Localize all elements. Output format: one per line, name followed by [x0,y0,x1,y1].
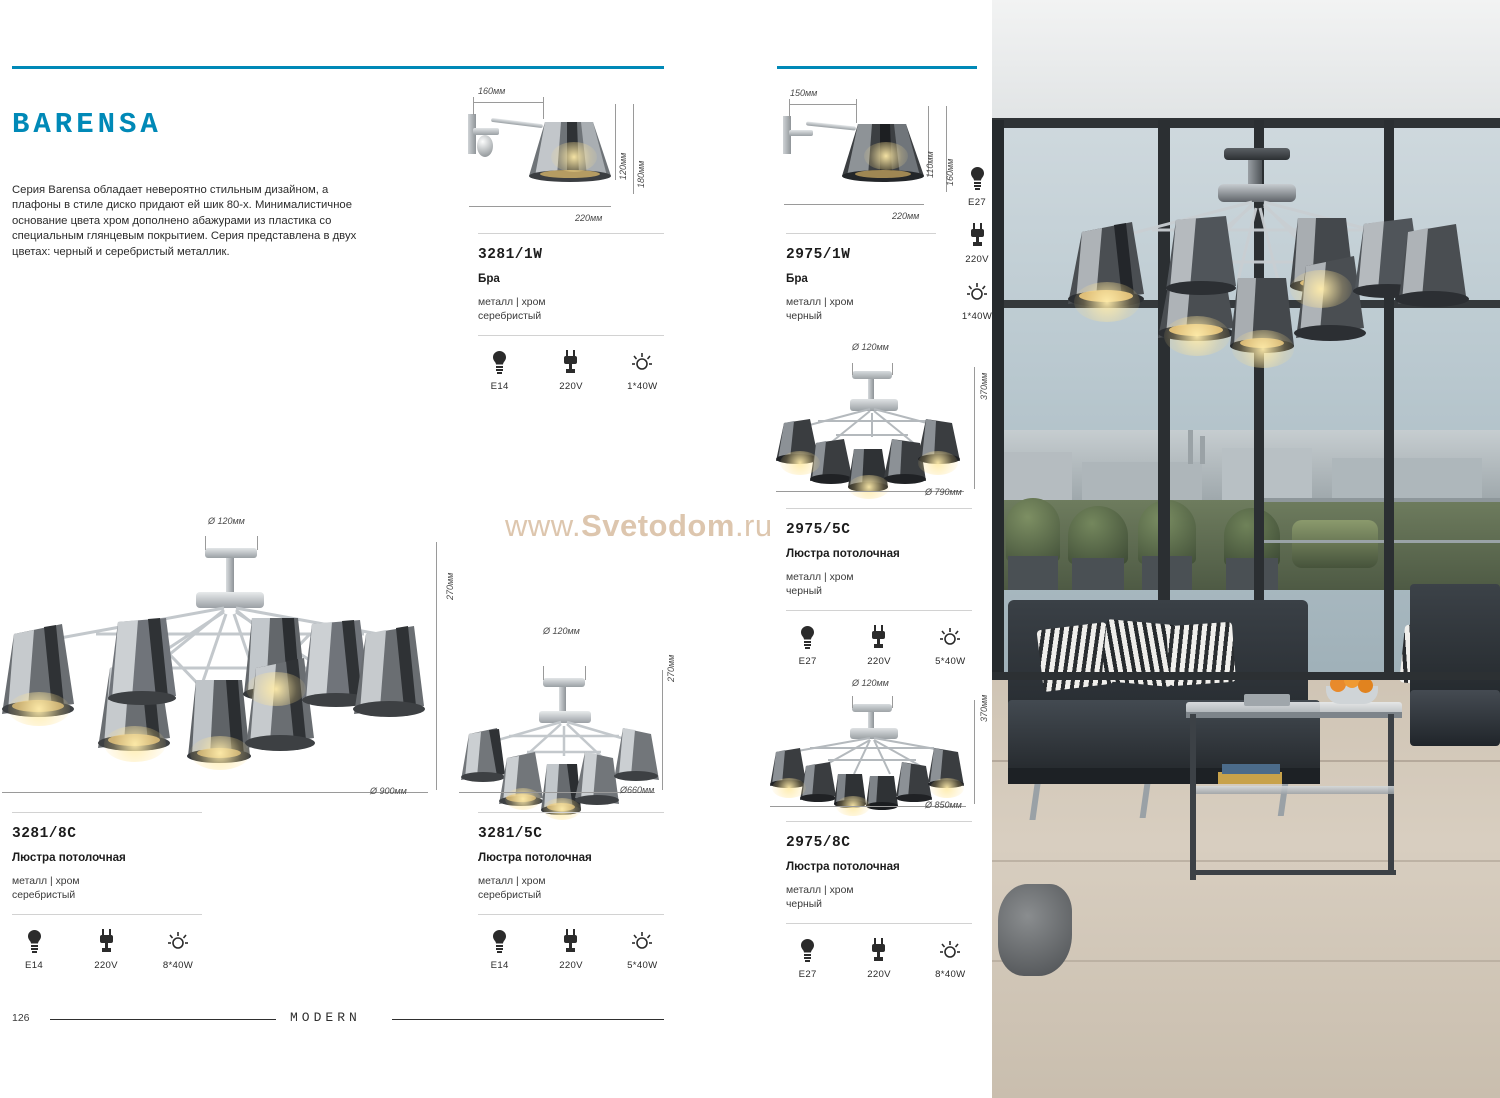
interior-photo [992,0,1500,1098]
divider [478,812,664,813]
spec-text: 220V [94,960,118,972]
product-code: 3281/1W [478,247,543,263]
divider [786,233,936,234]
dim-2975-5c-height: 370мм [979,372,989,400]
product-material [478,875,664,902]
divider [12,812,202,813]
product-material [786,296,936,323]
spec-text: E14 [490,381,509,393]
divider [12,914,202,915]
product-drawing-2975-8c [766,690,982,808]
watermark-suffix: .ru [734,508,773,543]
product-code: 2975/1W [786,247,851,263]
material-line-2: черный [786,585,822,597]
spec-row [786,624,972,667]
footer-rule-right [392,1019,664,1020]
material-line-2: черный [786,310,822,322]
spec-text: 220V [559,960,583,972]
material-line-1: металл | хром [786,297,854,308]
spec-row [478,349,664,392]
dim-3281-1w-depth: 220мм [575,213,603,223]
dim-2975-1w-height2: 160мм [945,158,955,186]
divider [478,335,664,336]
spec-row [786,937,972,980]
spec-socket [786,624,829,667]
dim-3281-8c-height: 270мм [445,572,455,600]
spec-text: 220V [965,254,989,265]
product-type: Люстра потолочная [478,851,592,864]
product-type: Бра [478,272,500,285]
divider [478,914,664,915]
spec-text: 8*40W [162,960,194,972]
spec-socket [786,937,829,980]
product-drawing-3281-1w [455,88,655,213]
product-material [478,296,664,323]
product-drawing-2975-5c [766,355,982,495]
lumen-icon [929,937,972,963]
spec-socket [478,928,521,971]
accent-rule-left [12,66,664,69]
plug-icon [84,928,128,954]
material-line-2: серебристый [478,889,542,901]
product-type: Люстра потолочная [786,547,900,560]
spec-text: E14 [490,960,509,972]
spec-text: 1*40W [627,381,658,393]
material-line-2: серебристый [12,889,76,901]
bulb-icon [786,937,829,963]
material-line-2: черный [786,898,822,910]
spec-socket [478,349,521,392]
divider [786,610,972,611]
product-code: 2975/8C [786,835,851,851]
page-title: BARENSA [12,108,162,141]
product-drawing-3281-5c [455,640,675,800]
product-drawing-3281-8c [0,530,450,800]
product-material [786,571,972,598]
material-line-2: серебристый [478,310,542,322]
product-type: Люстра потолочная [786,860,900,873]
plug-icon [857,624,900,650]
material-line-1: металл | хром [478,297,546,308]
product-code: 2975/5C [786,522,851,538]
lumen-icon [929,624,972,650]
footer-label: MODERN [290,1010,361,1025]
divider [786,508,972,509]
divider [786,821,972,822]
accent-rule-right [777,66,977,69]
spec-power [621,928,664,971]
divider [478,233,664,234]
dim-2975-8c-canopy: Ø 120мм [852,678,889,688]
dim-3281-5c-diameter: Ø660мм [620,785,655,795]
spec-text: 8*40W [935,969,966,981]
product-material [12,875,202,902]
spec-text: E27 [798,656,817,668]
spec-voltage [84,928,128,971]
material-line-1: металл | хром [12,876,80,887]
product-code: 3281/5C [478,826,543,842]
product-card-3281-1w [478,233,664,392]
spec-power [929,624,972,667]
product-drawing-2975-1w [770,88,970,213]
product-type: Бра [786,272,808,285]
spec-row [12,928,202,971]
dim-2975-1w-height1: 110мм [925,151,935,178]
spec-text: 5*40W [935,656,966,668]
product-card-3281-5c [478,812,664,971]
product-card-2975-8c [786,821,972,980]
dim-3281-5c-canopy: Ø 120мм [543,626,580,636]
spec-text: 5*40W [627,960,658,972]
product-material [786,884,972,911]
footer-rule-left [50,1019,276,1020]
dim-3281-5c-height: 270мм [666,654,676,682]
spec-voltage [857,937,900,980]
material-line-1: металл | хром [478,876,546,887]
spec-text: E27 [968,197,986,208]
spec-voltage [857,624,900,667]
watermark [505,508,773,544]
product-card-3281-8c [12,812,202,971]
dim-2975-5c-diameter: Ø 790мм [925,487,962,497]
spec-row [478,928,664,971]
divider [786,923,972,924]
spec-text: 220V [867,656,891,668]
spec-text: E27 [798,969,817,981]
lumen-icon [156,928,200,954]
dim-3281-1w-width: 160мм [478,86,506,96]
bulb-icon [478,928,521,954]
spec-text: 220V [867,969,891,981]
spec-socket [12,928,56,971]
bulb-icon [786,624,829,650]
spec-voltage [549,349,592,392]
product-type: Люстра потолочная [12,851,126,864]
dim-3281-8c-canopy: Ø 120мм [208,516,245,526]
spec-text: 1*40W [961,311,993,322]
bulb-icon [12,928,56,954]
watermark-prefix: www. [505,508,582,543]
spec-text: 220V [559,381,583,393]
material-line-1: металл | хром [786,885,854,896]
dim-2975-1w-width: 150мм [790,88,818,98]
spec-power [929,937,972,980]
dim-3281-1w-height2: 180мм [636,160,646,188]
plug-icon [857,937,900,963]
bulb-icon [478,349,521,375]
dim-2975-5c-canopy: Ø 120мм [852,342,889,352]
dim-2975-8c-diameter: Ø 850мм [925,800,962,810]
dim-2975-1w-depth: 220мм [892,211,920,221]
dim-3281-1w-height1: 120мм [618,152,628,180]
plug-icon [549,349,592,375]
spec-power [621,349,664,392]
dim-2975-8c-height: 370мм [979,694,989,722]
product-card-2975-5c [786,508,972,667]
dim-3281-8c-diameter: Ø 900мм [370,786,407,796]
spec-power [156,928,200,971]
product-card-2975-1w [786,233,936,323]
page-number: 126 [12,1012,30,1024]
spec-text: E14 [25,960,43,972]
product-code: 3281/8C [12,826,77,842]
spec-voltage [549,928,592,971]
lumen-icon [621,349,664,375]
material-line-1: металл | хром [786,572,854,583]
watermark-brand: Svetodom [581,508,735,543]
plug-icon [549,928,592,954]
series-description: Серия Barensa обладает невероятно стильным дизайном, а плафоны в стиле диско придают ей шик 80-х. Минималистичное основание цвета хром дополнено абажурами из пластика со специальным глянцевым покрытием. Серия представлена в двух цветах: черный и серебристый металлик. [12,184,357,258]
lumen-icon [621,928,664,954]
